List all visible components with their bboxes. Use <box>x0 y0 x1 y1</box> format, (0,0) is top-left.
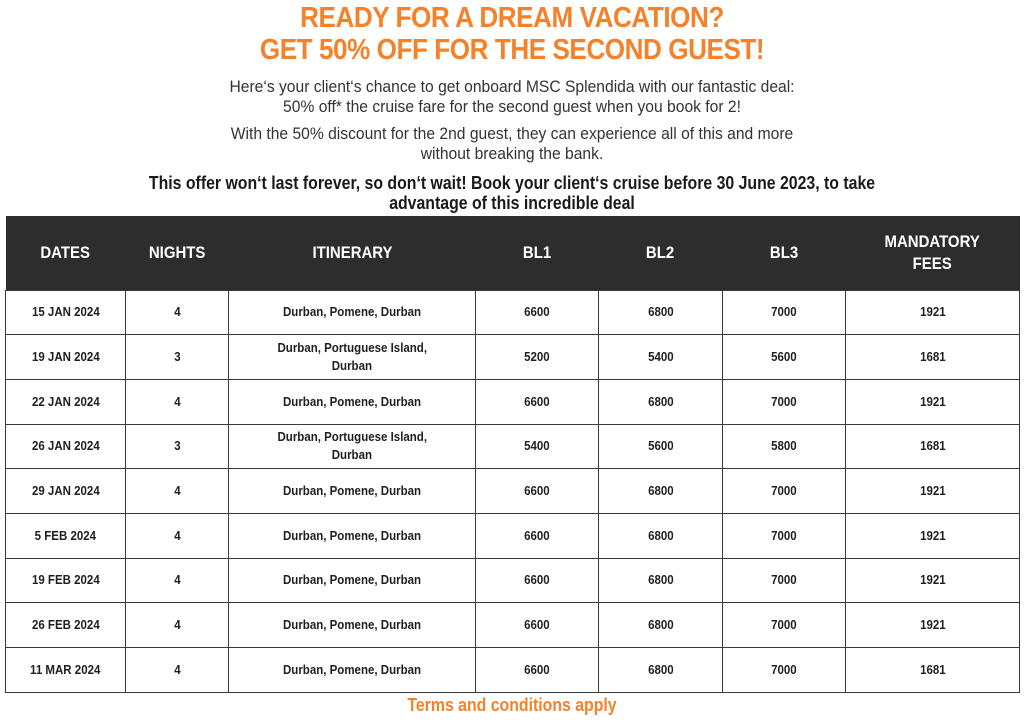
headline-line-2: GET 50% OFF FOR THE SECOND GUEST! <box>259 34 765 66</box>
column-header-bl1: BL1 <box>476 216 599 290</box>
cell-nights: 4 <box>126 290 229 335</box>
cell-bl3: 7000 <box>723 469 846 514</box>
cell-fees: 1681 <box>846 424 1020 469</box>
cell-date: 15 JAN 2024 <box>6 290 126 335</box>
table-row <box>6 648 1020 693</box>
cell-fees: 1921 <box>846 603 1020 648</box>
cell-itinerary: Durban, Pomene, Durban <box>229 469 476 514</box>
cell-bl3: 7000 <box>723 379 846 424</box>
cell-itinerary: Durban, Portuguese Island, Durban <box>229 424 476 469</box>
cell-bl2: 5600 <box>599 424 723 469</box>
cell-fees: 1921 <box>846 558 1020 603</box>
cell-nights: 3 <box>126 335 229 380</box>
cell-bl3: 7000 <box>723 513 846 558</box>
cell-nights: 4 <box>126 469 229 514</box>
cell-bl2: 5400 <box>599 335 723 380</box>
cell-bl2: 6800 <box>599 648 723 693</box>
cell-nights: 4 <box>126 558 229 603</box>
table-row <box>6 290 1020 335</box>
cell-date: 29 JAN 2024 <box>6 469 126 514</box>
headline-line-1: READY FOR A DREAM VACATION? <box>300 2 724 34</box>
cell-bl3: 7000 <box>723 290 846 335</box>
cell-date: 19 FEB 2024 <box>6 558 126 603</box>
cell-nights: 4 <box>126 513 229 558</box>
cell-date: 19 JAN 2024 <box>6 335 126 380</box>
intro-p1-line-1: Here‘s your client‘s chance to get onboard MSC Splendida with our fantastic deal: <box>229 77 795 96</box>
column-header-dates: DATES <box>6 216 126 290</box>
cell-nights: 3 <box>126 424 229 469</box>
table-row <box>6 603 1020 648</box>
cell-fees: 1921 <box>846 290 1020 335</box>
intro-paragraph-2 <box>41 124 983 164</box>
cell-bl2: 6800 <box>599 290 723 335</box>
cell-bl2: 6800 <box>599 603 723 648</box>
cell-bl1: 6600 <box>476 603 599 648</box>
cell-fees: 1681 <box>846 335 1020 380</box>
cell-itinerary: Durban, Pomene, Durban <box>229 603 476 648</box>
cell-bl1: 6600 <box>476 379 599 424</box>
table-row <box>6 469 1020 514</box>
cell-bl3: 5800 <box>723 424 846 469</box>
cell-nights: 4 <box>126 648 229 693</box>
cell-bl3: 7000 <box>723 558 846 603</box>
cell-bl2: 6800 <box>599 513 723 558</box>
cell-itinerary: Durban, Pomene, Durban <box>229 379 476 424</box>
cell-fees: 1921 <box>846 379 1020 424</box>
cell-fees: 1921 <box>846 469 1020 514</box>
cell-bl2: 6800 <box>599 558 723 603</box>
cell-fees: 1681 <box>846 648 1020 693</box>
column-header-bl2: BL2 <box>599 216 723 290</box>
cell-bl3: 7000 <box>723 648 846 693</box>
cell-itinerary: Durban, Pomene, Durban <box>229 290 476 335</box>
table-row <box>6 558 1020 603</box>
cell-bl1: 6600 <box>476 469 599 514</box>
cell-nights: 4 <box>126 603 229 648</box>
cell-bl1: 6600 <box>476 648 599 693</box>
cruise-offers-table <box>5 216 1020 693</box>
table-row <box>6 335 1020 380</box>
cell-bl1: 5400 <box>476 424 599 469</box>
cell-bl2: 6800 <box>599 469 723 514</box>
call-to-action <box>61 173 962 213</box>
cta-line-1: This offer won‘t last forever, so don‘t wait! Book your client‘s cruise before 30 June 2023, to take <box>148 173 876 193</box>
cell-date: 26 JAN 2024 <box>6 424 126 469</box>
terms-and-conditions-link[interactable]: Terms and conditions apply <box>407 695 617 715</box>
column-header-mandatory-fees: MANDATORY FEES <box>846 216 1020 290</box>
table-row <box>6 379 1020 424</box>
table-header-row <box>6 216 1020 290</box>
table-body <box>6 290 1020 692</box>
cell-date: 22 JAN 2024 <box>6 379 126 424</box>
cell-date: 5 FEB 2024 <box>6 513 126 558</box>
cell-itinerary: Durban, Pomene, Durban <box>229 558 476 603</box>
cell-bl1: 5200 <box>476 335 599 380</box>
cell-itinerary: Durban, Pomene, Durban <box>229 648 476 693</box>
column-header-bl3: BL3 <box>723 216 846 290</box>
intro-p2-line-1: With the 50% discount for the 2nd guest, they can experience all of this and more <box>230 124 794 143</box>
intro-p1-line-2: 50% off* the cruise fare for the second guest when you book for 2! <box>283 97 741 116</box>
cell-bl3: 5600 <box>723 335 846 380</box>
intro-p2-line-2: without breaking the bank. <box>420 144 604 163</box>
cell-bl1: 6600 <box>476 290 599 335</box>
cell-bl1: 6600 <box>476 513 599 558</box>
cell-bl2: 6800 <box>599 379 723 424</box>
column-header-itinerary: ITINERARY <box>229 216 476 290</box>
cell-date: 11 MAR 2024 <box>6 648 126 693</box>
table-header <box>6 216 1020 290</box>
cta-line-2: advantage of this incredible deal <box>389 193 635 213</box>
table-row <box>6 513 1020 558</box>
cell-bl3: 7000 <box>723 603 846 648</box>
cell-itinerary: Durban, Portuguese Island, Durban <box>229 335 476 380</box>
cell-bl1: 6600 <box>476 558 599 603</box>
intro-paragraph-1 <box>41 77 983 117</box>
table-row <box>6 424 1020 469</box>
cell-fees: 1921 <box>846 513 1020 558</box>
cell-date: 26 FEB 2024 <box>6 603 126 648</box>
cell-nights: 4 <box>126 379 229 424</box>
cell-itinerary: Durban, Pomene, Durban <box>229 513 476 558</box>
column-header-nights: NIGHTS <box>126 216 229 290</box>
